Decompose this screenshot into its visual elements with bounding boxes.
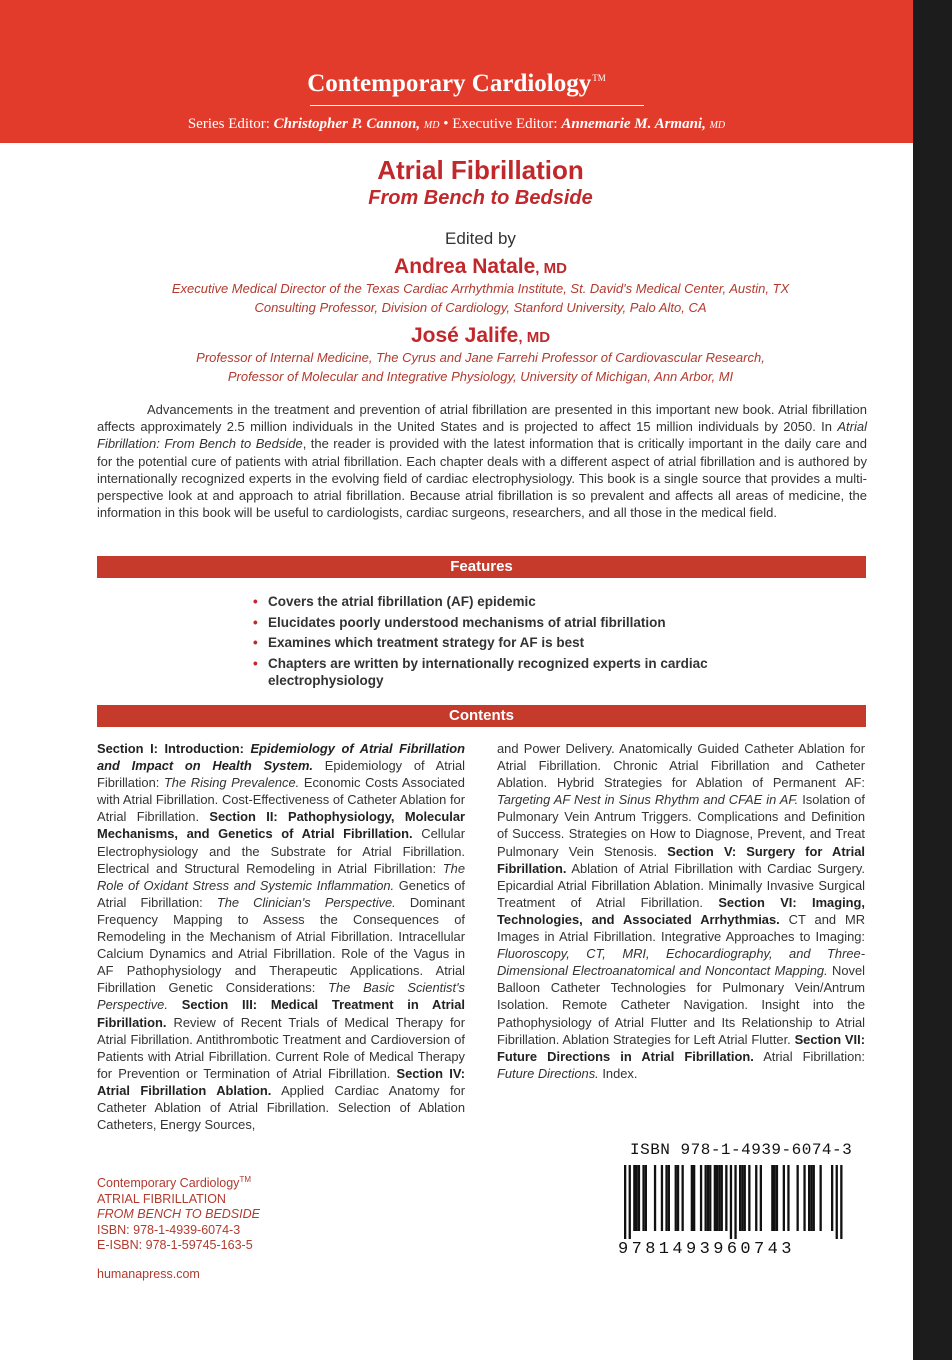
barcode-bar xyxy=(808,1165,810,1231)
contents-text: Economic Costs Associated with Atrial Fibrillation. Cost-Effectiveness of Catheter Ablation for Atrial Fibrillation. xyxy=(97,775,465,825)
barcode-bar xyxy=(771,1165,773,1231)
editor-name: Andrea Natale, MD xyxy=(394,255,567,278)
barcode-bar xyxy=(748,1165,750,1231)
barcode-bar xyxy=(760,1165,762,1231)
barcode-digits: 9781493960743 xyxy=(618,1240,795,1259)
barcode-bar xyxy=(813,1165,815,1231)
barcode-bar xyxy=(624,1165,626,1239)
barcode-bar xyxy=(716,1165,718,1231)
barcode-bar xyxy=(820,1165,822,1231)
contents-text: Novel Balloon Catheter Technologies for Pulmonary Vein/Antrum Isolation. Remote Catheter Navigation. Insight into the Pathophysiology of Atrial Flutter and Its Relationship to Atrial Fibrillation. Ablation Strategies for Left Atrial Flutter. xyxy=(497,963,865,1047)
barcode-bar xyxy=(633,1165,635,1231)
bullet-icon: • xyxy=(253,655,258,671)
book-title: Atrial Fibrillation xyxy=(377,155,584,185)
contents-heading-text: Future Directions. xyxy=(497,1065,599,1081)
contents-text xyxy=(168,997,182,1012)
contents-text: Dominant Frequency Mapping to Assess the Consequences of Remodeling in the Mechanism of Atrial Fibrillation. Intracellular Calcium Dynamics and Atrial Fibrillation. Role of the Vagus in AF Pathophysiology and Therapeutic Applications. Atrial Fibrillation Genetic Considerations: xyxy=(97,894,465,996)
barcode-bar xyxy=(709,1165,711,1231)
barcode-bar xyxy=(675,1165,677,1231)
series-banner xyxy=(0,0,913,143)
contents-heading-text: Section IV: Atrial Fibrillation Ablation. xyxy=(97,1065,465,1098)
book-description: Advancements in the treatment and prevention of atrial fibrillation are presented in this important new book. Atrial fibrillation affects approximately 2.5 million individuals in the United States and is projected to affect 15 million individuals by 2050. In Atrial Fibrillation: From Bench to Bedside, the reader is provided with the latest information that is critically important in the daily care and for the potential cure of patients with atrial fibrillation. Each chapter deals with a different aspect of atrial fibrillation and is authored by internationally recognized experts in the evolving field of cardiac electrophysiology. This book is a single source that provides a multi-perspective look at and approach to atrial fibrillation. Because atrial fibrillation is so prevalent and affects all areas of medicine, the information in this book will be useful to cardiologists, cardiac surgeons, researchers, and all those in the medical field. xyxy=(97,402,867,521)
imprint-eisbn: E-ISBN: 978-1-59745-163-5 xyxy=(97,1238,253,1253)
contents-text: Isolation of Pulmonary Vein Antrum Triggers. Complications and Definition of Success. Strategies on How to Diagnose, Prevent, and Treat Pulmonary Vein Stenosis. xyxy=(497,792,865,859)
imprint-isbn: ISBN: 978-1-4939-6074-3 xyxy=(97,1222,241,1237)
barcode-bar xyxy=(831,1165,833,1231)
book-subtitle: From Bench to Bedside xyxy=(368,187,593,209)
editor-affiliation: Professor of Internal Medicine, The Cyrus and Jane Farrehi Professor of Cardiovascular Research, xyxy=(196,350,765,365)
barcode-bar xyxy=(741,1165,743,1231)
trademark-mark: TM xyxy=(592,73,606,83)
executive-editor-name: Annemarie M. Armani, xyxy=(561,116,706,132)
barcode-bar xyxy=(755,1165,757,1231)
contents-heading-text: The Role of Oxidant Stress and Systemic Inflammation. xyxy=(97,860,465,893)
imprint-title: ATRIAL FIBRILLATION xyxy=(97,1191,226,1206)
feature-item: • Elucidates poorly understood mechanisms of atrial fibrillation xyxy=(253,614,666,630)
contents-heading-text: Fluoroscopy, CT, MRI, Echocardiography, and Three-Dimensional Electroanatomical and Noncontact Mapping. xyxy=(497,946,865,979)
barcode-bar xyxy=(642,1165,644,1231)
barcode-bar xyxy=(691,1165,693,1231)
barcode-bar xyxy=(677,1165,679,1231)
barcode-bar xyxy=(705,1165,707,1231)
barcode-bar xyxy=(776,1165,778,1231)
series-editor-label: Series Editor: xyxy=(187,116,270,132)
barcode-bar xyxy=(734,1165,736,1239)
contents-column-right xyxy=(497,740,865,1082)
contents-column-left xyxy=(97,740,465,1133)
barcode-bar xyxy=(840,1165,842,1239)
contents-heading-text: Section I: Introduction: xyxy=(97,741,251,756)
contents-heading: Contents xyxy=(97,705,866,727)
contents-heading-text: The Clinician's Perspective. xyxy=(216,894,396,910)
bullet-icon: • xyxy=(253,594,258,609)
imprint-block xyxy=(97,1172,260,1282)
bullet-icon: • xyxy=(253,614,258,630)
barcode-bar xyxy=(783,1165,785,1231)
imprint-subtitle: FROM BENCH TO BEDSIDE xyxy=(97,1207,260,1222)
banner-divider xyxy=(310,105,644,106)
barcode-bar xyxy=(730,1165,732,1239)
contents-heading-text: Section III: Medical Treatment in Atrial Fibrillation. xyxy=(97,997,465,1030)
series-title: Contemporary Cardiology™ xyxy=(307,70,606,97)
editor-name: José Jalife, MD xyxy=(410,324,551,347)
contents-heading-text: The Rising Prevalence. xyxy=(163,775,300,791)
feature-item: • Chapters are written by internationally recognized experts in cardiac electrophysiology xyxy=(253,655,708,688)
barcode-bar xyxy=(810,1165,812,1231)
contents-heading-text: Section VII: Future Directions in Atrial Fibrillation. xyxy=(497,1031,865,1064)
publisher-website-link[interactable]: humanapress.com xyxy=(97,1266,200,1281)
barcode-bar xyxy=(787,1165,789,1231)
contents-heading-text: Section VI: Imaging, Technologies, and Associated Arrhythmias. xyxy=(497,894,865,927)
barcode-bar xyxy=(665,1165,667,1231)
contents-text: Ablation of Atrial Fibrillation with Cardiac Surgery. Epicardial Atrial Fibrillation Ablation. Minimally Invasive Surgical Treatment of Atrial Fibrillation. xyxy=(497,860,865,910)
contents-heading-text: Targeting AF Nest in Sinus Rhythm and CFAE in AF. xyxy=(497,792,799,808)
contents-heading-text: Section II: Pathophysiology, Molecular Mechanisms, and Genetics of Atrial Fibrillation. xyxy=(97,809,466,842)
contents-text: Atrial Fibrillation: xyxy=(753,1048,865,1064)
contents-text: Index. xyxy=(598,1065,638,1081)
contents-text: Genetics of Atrial Fibrillation: xyxy=(97,877,465,910)
barcode-bar xyxy=(668,1165,670,1231)
editor-affiliation: Executive Medical Director of the Texas Cardiac Arrhythmia Institute, St. David's Medical Center, Austin, TX xyxy=(171,281,790,296)
barcode-bar xyxy=(718,1165,720,1231)
barcode-bar xyxy=(645,1165,647,1231)
barcode-bar xyxy=(693,1165,695,1231)
barcode-bar xyxy=(638,1165,640,1231)
imprint-series: Contemporary Cardiology™ xyxy=(97,1175,251,1191)
contents-text: Epidemiology of Atrial Fibrillation: xyxy=(97,758,465,791)
barcode-bar xyxy=(803,1165,805,1231)
contents-heading-text: The Basic Scientist's Perspective. xyxy=(97,980,465,1013)
bullet-icon: • xyxy=(253,635,258,650)
barcode-bar xyxy=(797,1165,799,1231)
barcode-bar xyxy=(629,1165,631,1239)
contents-text: Cellular Electrophysiology and the Substrate for Atrial Fibrillation. Electrical and Structural Remodeling in Atrial Fibrillation: xyxy=(97,826,465,876)
contents-heading-text: Section V: Surgery for Atrial Fibrillation. xyxy=(497,843,865,876)
barcode-isbn-label: ISBN 978-1-4939-6074-3 xyxy=(630,1141,853,1159)
series-editor-degree: MD xyxy=(423,120,440,131)
barcode-bar xyxy=(700,1165,702,1231)
barcode-bar xyxy=(707,1165,709,1231)
executive-editor-label: Executive Editor: xyxy=(452,116,558,132)
feature-item: • Covers the atrial fibrillation (AF) epidemic xyxy=(253,594,536,609)
barcode-bar xyxy=(636,1165,638,1231)
barcode-bar xyxy=(654,1165,656,1231)
series-editors-line xyxy=(0,116,913,133)
features-list xyxy=(250,593,810,693)
barcode-bar xyxy=(721,1165,723,1231)
contents-text: Applied Cardiac Anatomy for Catheter Ablation of Atrial Fibrillation. Selection of Ablation Catheters, Energy Sources, xyxy=(97,1082,465,1133)
barcode-bar xyxy=(744,1165,746,1231)
contents-text: CT and MR Images in Atrial Fibrillation. Integrative Approaches to Imaging: xyxy=(497,911,865,945)
editor-affiliation: Professor of Molecular and Integrative Physiology, University of Michigan, Ann Arbor, MI xyxy=(227,369,734,384)
editor-separator: • xyxy=(443,116,449,132)
barcode-bar xyxy=(739,1165,741,1231)
series-editor-name: Christopher P. Cannon, xyxy=(273,116,421,132)
edited-by-label: Edited by xyxy=(445,229,516,248)
barcode-bar xyxy=(661,1165,663,1231)
features-heading: Features xyxy=(97,556,866,578)
barcode-bar xyxy=(714,1165,716,1231)
barcode-bar xyxy=(682,1165,684,1231)
editor-affiliation: Consulting Professor, Division of Cardiology, Stanford University, Palo Alto, CA xyxy=(254,300,707,315)
isbn-barcode xyxy=(612,1165,868,1239)
contents-text: and Power Delivery. Anatomically Guided Catheter Ablation for Atrial Fibrillation. Chronic Atrial Fibrillation and Catheter Ablation. Hybrid Strategies for Ablation of Permanent AF: xyxy=(497,741,865,791)
trademark-mark: TM xyxy=(239,1175,251,1184)
contents-heading-text: Epidemiology of Atrial Fibrillation and Impact on Health System. xyxy=(97,741,465,774)
barcode-bar xyxy=(836,1165,838,1239)
barcode-bar xyxy=(725,1165,727,1231)
barcode-bar xyxy=(774,1165,776,1231)
feature-item: • Examines which treatment strategy for AF is best xyxy=(253,635,585,650)
contents-text: Review of Recent Trials of Medical Therapy for Atrial Fibrillation. Antithrombotic Treatment and Cardioversion of Patients with Atrial Fibrillation. Current Role of Medical Therapy for Prevention or Termination of Atrial Fibrillation. xyxy=(97,1014,465,1081)
executive-editor-degree: MD xyxy=(709,120,726,131)
